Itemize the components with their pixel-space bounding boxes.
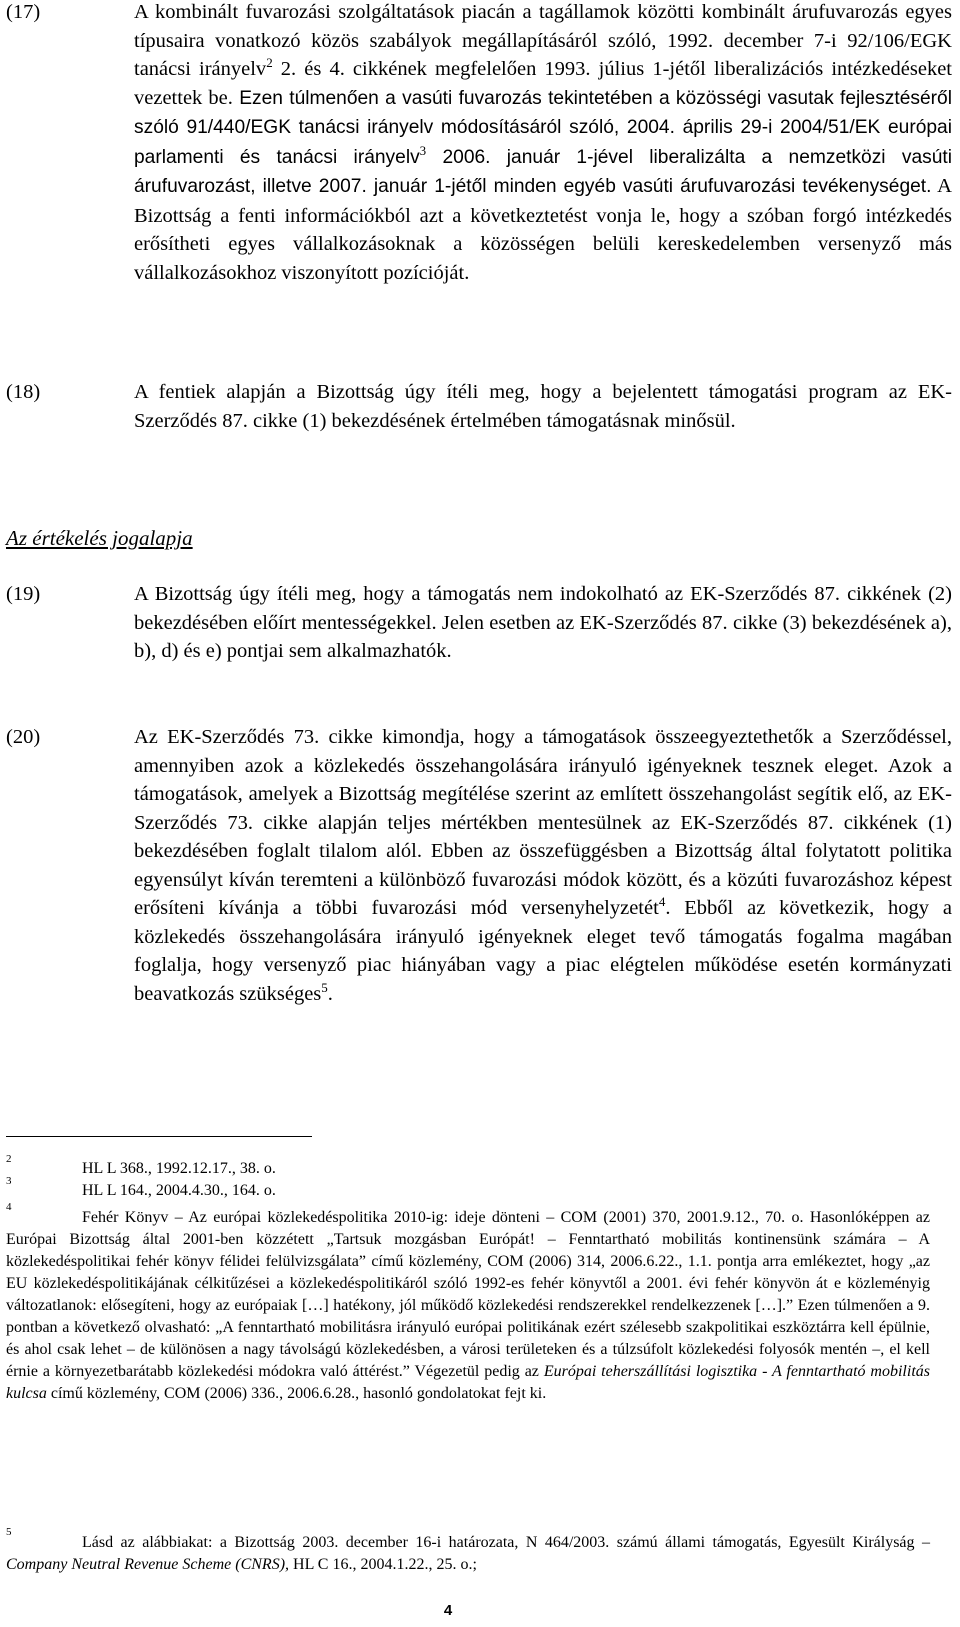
footnote-ref-5[interactable]: 5 (321, 979, 328, 995)
page-number: 4 (443, 1602, 453, 1619)
footnote-ref-3[interactable]: 3 (419, 142, 427, 158)
footnote-text (6, 1202, 930, 1405)
paragraph-number: (17) (6, 1, 41, 23)
footnote-text (6, 1527, 930, 1576)
footnote-5 (6, 1527, 930, 1576)
footnote-italic-title: Európai teherszállítási logisztika - A fenntartható mobilitás kulcsa (6, 1363, 930, 1402)
footnote-3 (6, 1176, 930, 1202)
paragraph-text-segment: Az EK-Szerződés 73. cikke kimondja, hogy a támogatások összeegyeztethetők a Szerződéssel, amennyiben azok a közlekedés összehangolására irányuló igényeknek tesznek eleget. Azok a támogatások, amelyek a Bizottság megítélése szerint az említett összehangolást segítik elő, az EK-Szerződés 73. cikke alapján teljes mértékben mentesülnek az EK-Szerződés 87. cikkének (1) bekezdésében foglalt tilalom alól. Ebben az összefüggésben a Bizottság által folytatott politika egyensúlyt kíván teremteni a különböző fuvarozási módok között, és a közúti fuvarozáshoz képest erősíteni kívánja a többi fuvarozási mód versenyhelyzetét (134, 726, 952, 919)
footnote-italic-title: Company Neutral Revenue Scheme (CNRS), (6, 1556, 290, 1573)
footnote-text: HL L 164., 2004.4.30., 164. o. (82, 1182, 276, 1199)
paragraph-text-segment: 2006. január 1-jével liberalizálta a nemzetközi vasúti árufuvarozást, illetve 2007. január 1-jétől minden egyéb vasúti árufuvarozási tevékenységet. (134, 146, 952, 197)
paragraph-text (134, 723, 952, 1008)
footnote-separator (6, 1136, 312, 1137)
paragraph-19 (6, 580, 954, 666)
footnote-text-segment: Lásd az alábbiakat: a Bizottság 2003. december 16-i határozata, N 464/2003. számú állami támogatás, Egyesült Királyság – (82, 1534, 930, 1551)
footnote-text-segment: HL C 16., 2004.1.22., 25. o.; (289, 1556, 477, 1573)
footnote-number: 4 (6, 1201, 12, 1213)
paragraph-number: (18) (6, 381, 41, 403)
paragraph-text-segment: . (327, 982, 333, 1005)
paragraph-number: (19) (6, 583, 41, 605)
paragraph-text: A Bizottság úgy ítéli meg, hogy a támogatás nem indokolható az EK-Szerződés 87. cikkének (2) bekezdésében előírt mentességekkel. Jelen esetben az EK-Szerződés 87. cikke (3) bekezdésének a), b), d) és e) pontjai sem alkalmazhatók. (134, 583, 952, 662)
paragraph-text: A fentiek alapján a Bizottság úgy ítéli meg, hogy a bejelentett támogatási program az EK-Szerződés 87. cikke (1) bekezdésének értelmében támogatásnak minősül. (134, 381, 952, 432)
paragraph-text-segment: A Bizottság a fenti információkból azt a következtetést vonja le, hogy a szóban forgó intézkedés erősítheti egyes vállalkozásoknak a közösségen belüli kereskedelemben versenyző más vállalkozásokhoz viszonyított pozícióját. (134, 175, 952, 284)
footnote-text-segment: című közlemény, COM (2006) 336., 2006.6.28., hasonló gondolatokat fejt ki. (46, 1385, 547, 1402)
footnote-number: 5 (6, 1526, 12, 1538)
paragraph-20 (6, 723, 954, 1008)
paragraph-text-segment: A kombinált fuvarozási szolgáltatások piacán a tagállamok közötti kombinált árufuvarozás egyes típusaira vonatkozó közös szabályok megállapításáról szóló, 1992. december 7-i 92/106/EGK tanácsi irányelv (134, 1, 952, 80)
paragraph-text-segment: 2. és 4. cikkének megfelelően 1993. július 1-jétől liberalizációs intézkedéseket vezettek be. (134, 58, 952, 109)
footnote-text-segment: Fehér Könyv – Az európai közlekedéspolitika 2010-ig: ideje dönteni – COM (2001) 370, 2001.9.12., 70. o. Hasonlóképpen az Európai Bizottság által 2001-ben közzétett „Tartsuk mozgásban Európát! – Fenntartható mobilitás kontinensünk számára – A közlekedéspolitikai fehér könyv félidei felülvizsgálata” című közlemény, COM (2006) 314, 2006.6.22., 1.1. pontja arra emlékeztet, hogy „az EU közlekedéspolitikájának célkitűzései a közlekedéspolitikáról szóló 1992-es fehér könyvtől a 2001. évi fehér könyvön át e közleményig változatlanok: elősegíteni, hogy az európaiak […] hatékony, jól működő közlekedési rendszerekkel rendelkezzenek […].” Ezen túlmenően a 9. pontban a következő olvasható: „A fenntartható mobilitásra irányuló európai politikának ezért szélesebb szakpolitikai eszköztárra kell épülnie, és ahol csak lehet – de különösen a nagy távolságú közlekedésben, a városi területeken és a túlzsúfolt közlekedési folyosók mentén –, el kell érnie a környezetbarátabb közlekedési módokra való áttérést.” Végezetül pedig az (6, 1209, 930, 1380)
section-heading: Az értékelés jogalapja (6, 526, 193, 550)
paragraph-17 (6, 0, 954, 287)
footnote-number: 3 (6, 1175, 12, 1187)
footnote-text: HL L 368., 1992.12.17., 38. o. (82, 1160, 276, 1177)
footnote-number: 2 (6, 1153, 12, 1165)
paragraph-number: (20) (6, 726, 41, 748)
paragraph-text-segment: . Ebből az következik, hogy a közlekedés összehangolására irányuló igényeknek eleget tevő támogatás fogalma magában foglalja, hogy versenyző piac hiányában vagy a piac elégtelen működése esetén kormányzati beavatkozás szükséges (134, 897, 952, 1005)
paragraph-text-segment: Ezen túlmenően a vasúti fuvarozás tekintetében a közösségi vasutak fejlesztéséről szóló 91/440/EGK tanácsi irányelv módosításáról szóló, 2004. április 29-i 2004/51/EK európai parlamenti és tanácsi irányelv (134, 87, 952, 168)
paragraph-text (134, 0, 952, 287)
footnote-ref-2[interactable]: 2 (266, 55, 273, 71)
footnote-ref-4[interactable]: 4 (658, 894, 666, 910)
paragraph-18 (6, 378, 954, 435)
footnote-4 (6, 1202, 930, 1405)
